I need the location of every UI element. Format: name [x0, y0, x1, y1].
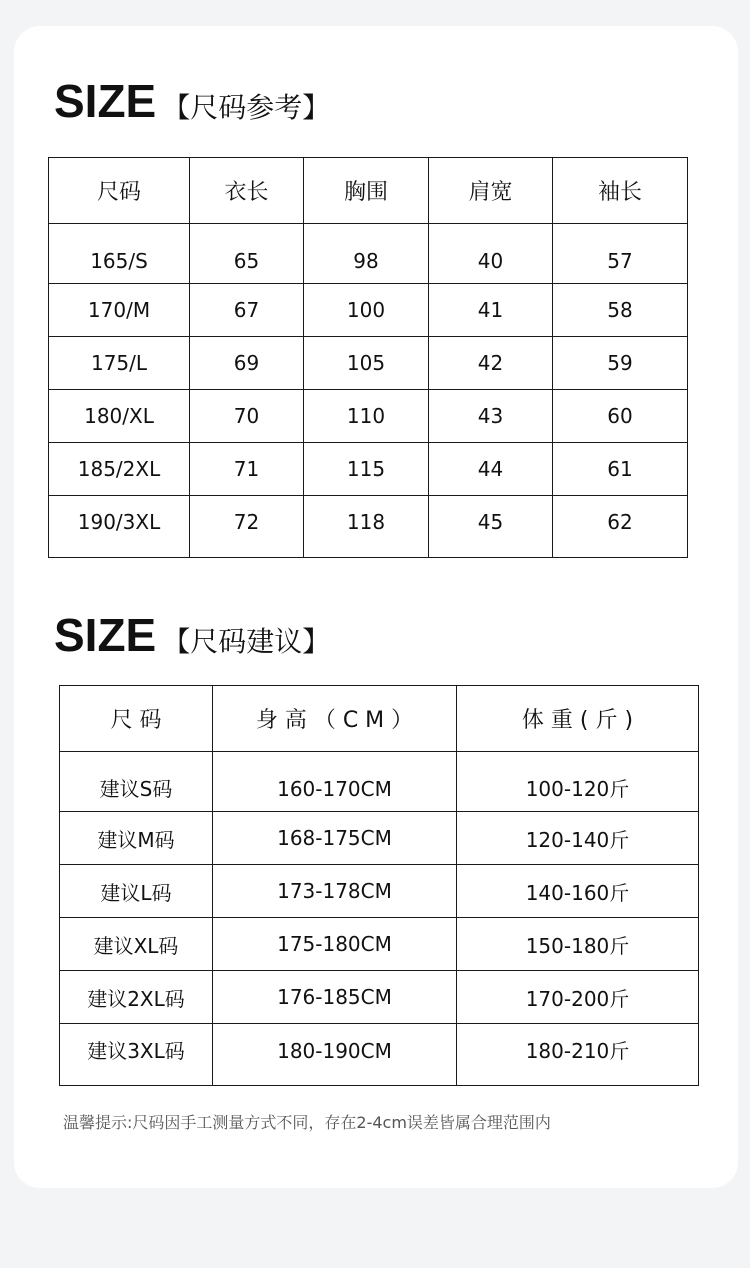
- cell-chest: 110: [304, 390, 429, 443]
- table-row: [60, 1024, 699, 1086]
- cell-size: 建议S码: [60, 752, 213, 812]
- cell-sleeve: 60: [553, 390, 688, 443]
- cell-height: 175-180CM: [213, 918, 457, 971]
- header-length: 衣长: [190, 158, 304, 224]
- table-row: [60, 865, 699, 918]
- cell-weight: 170-200斤: [457, 971, 699, 1024]
- cell-shoulder: 41: [429, 284, 553, 337]
- cell-size: 175/L: [49, 337, 190, 390]
- cell-length: 67: [190, 284, 304, 337]
- size-suggestion-heading: [54, 608, 330, 662]
- cell-size: 170/M: [49, 284, 190, 337]
- cell-length: 72: [190, 496, 304, 558]
- size-suggestion-subtitle: 【尺码建议】: [162, 625, 331, 658]
- cell-weight: 100-120斤: [457, 752, 699, 812]
- cell-weight: 150-180斤: [457, 918, 699, 971]
- cell-shoulder: 43: [429, 390, 553, 443]
- cell-size: 180/XL: [49, 390, 190, 443]
- cell-length: 71: [190, 443, 304, 496]
- table-row: [49, 390, 688, 443]
- cell-weight: 120-140斤: [457, 812, 699, 865]
- cell-shoulder: 45: [429, 496, 553, 558]
- header-size: 尺码: [49, 158, 190, 224]
- cell-weight: 180-210斤: [457, 1024, 699, 1086]
- header-height: 身 高 （ C M ）: [213, 686, 457, 752]
- cell-sleeve: 58: [553, 284, 688, 337]
- cell-length: 69: [190, 337, 304, 390]
- size-reference-title: SIZE: [54, 75, 157, 127]
- cell-chest: 100: [304, 284, 429, 337]
- cell-size: 185/2XL: [49, 443, 190, 496]
- cell-chest: 98: [304, 224, 429, 284]
- cell-height: 173-178CM: [213, 865, 457, 918]
- cell-shoulder: 44: [429, 443, 553, 496]
- cell-size: 建议XL码: [60, 918, 213, 971]
- cell-size: 建议3XL码: [60, 1024, 213, 1086]
- table-row: [49, 337, 688, 390]
- cell-chest: 118: [304, 496, 429, 558]
- size-suggestion-table: [59, 685, 699, 1086]
- size-reference-table: [48, 157, 688, 558]
- table-row: [49, 496, 688, 558]
- size-reference-heading: [54, 74, 330, 128]
- cell-size: 建议2XL码: [60, 971, 213, 1024]
- table-row: [49, 443, 688, 496]
- cell-sleeve: 59: [553, 337, 688, 390]
- cell-chest: 105: [304, 337, 429, 390]
- table-row: [60, 812, 699, 865]
- header-sleeve: 袖长: [553, 158, 688, 224]
- table-header-row: [60, 686, 699, 752]
- cell-length: 70: [190, 390, 304, 443]
- table-row: [60, 918, 699, 971]
- header-size: 尺 码: [60, 686, 213, 752]
- cell-sleeve: 57: [553, 224, 688, 284]
- cell-shoulder: 42: [429, 337, 553, 390]
- table-row: [49, 284, 688, 337]
- cell-height: 168-175CM: [213, 812, 457, 865]
- cell-length: 65: [190, 224, 304, 284]
- cell-size: 建议L码: [60, 865, 213, 918]
- header-weight: 体 重 ( 斤 ): [457, 686, 699, 752]
- cell-size: 190/3XL: [49, 496, 190, 558]
- cell-chest: 115: [304, 443, 429, 496]
- table-header-row: [49, 158, 688, 224]
- cell-sleeve: 61: [553, 443, 688, 496]
- header-chest: 胸围: [304, 158, 429, 224]
- header-shoulder: 肩宽: [429, 158, 553, 224]
- cell-height: 160-170CM: [213, 752, 457, 812]
- cell-height: 180-190CM: [213, 1024, 457, 1086]
- table-row: [60, 971, 699, 1024]
- cell-shoulder: 40: [429, 224, 553, 284]
- table-row: [49, 224, 688, 284]
- size-reference-subtitle: 【尺码参考】: [162, 91, 331, 124]
- cell-weight: 140-160斤: [457, 865, 699, 918]
- cell-size: 165/S: [49, 224, 190, 284]
- cell-size: 建议M码: [60, 812, 213, 865]
- measurement-tip: 温馨提示:尺码因手工测量方式不同，存在2-4cm误差皆属合理范围内: [63, 1113, 551, 1132]
- cell-sleeve: 62: [553, 496, 688, 558]
- size-suggestion-title: SIZE: [54, 609, 157, 661]
- table-row: [60, 752, 699, 812]
- cell-height: 176-185CM: [213, 971, 457, 1024]
